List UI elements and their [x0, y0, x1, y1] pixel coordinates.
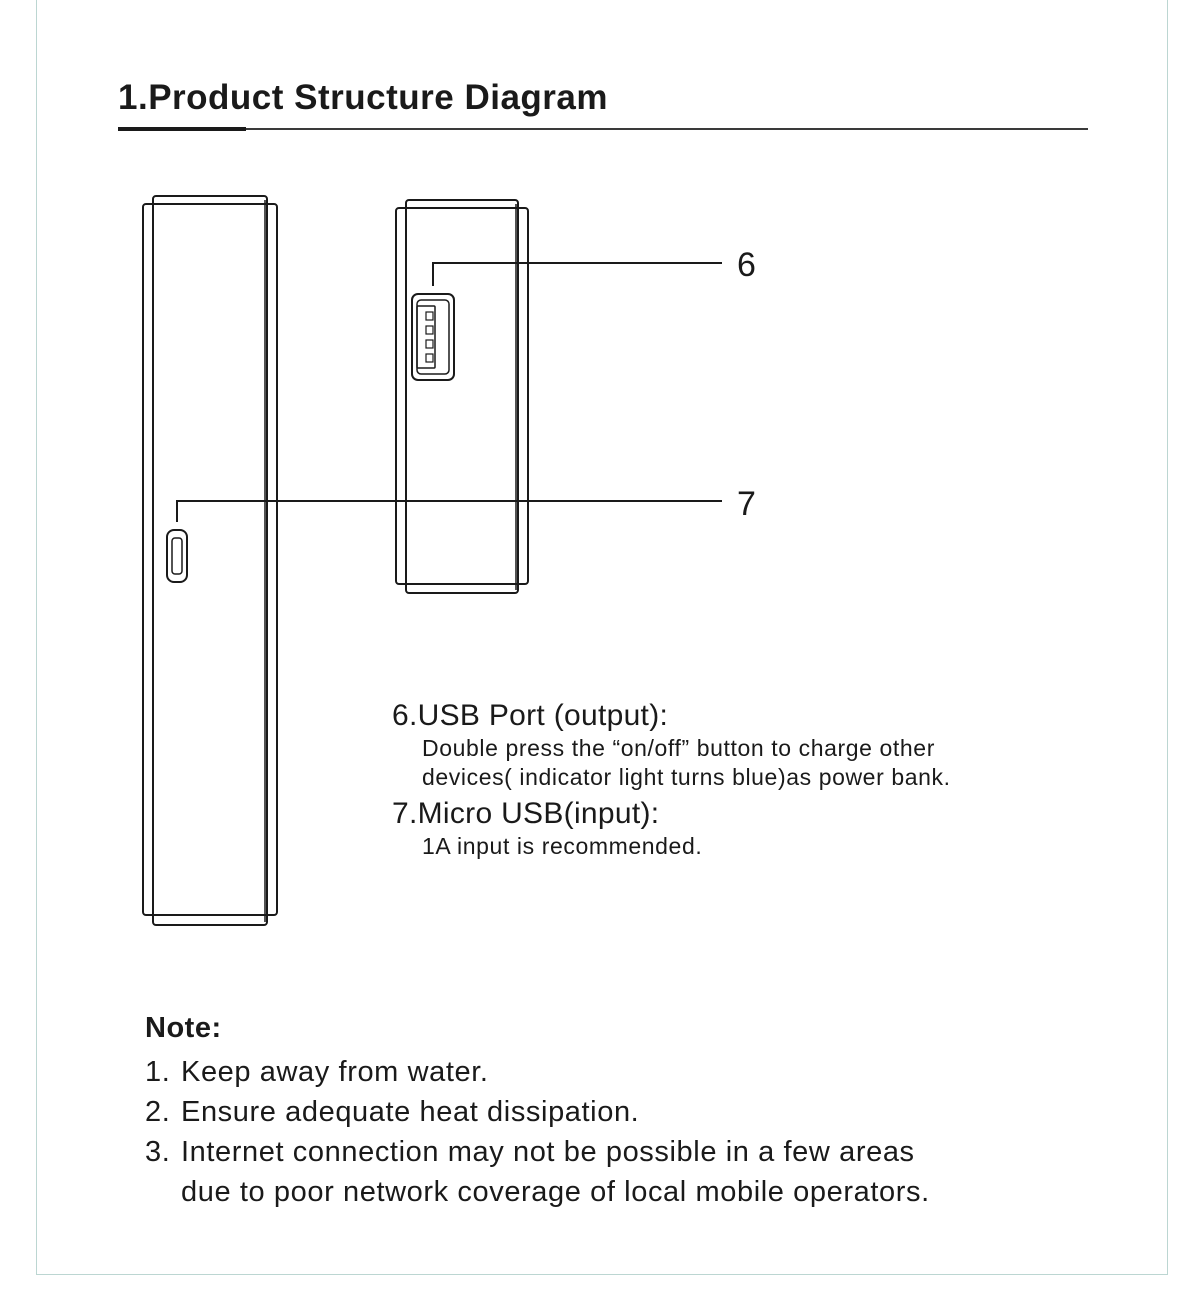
- usb-port-desc-line: Double press the “on/off” button to charge other: [422, 735, 935, 761]
- usb-a-port-icon: [412, 294, 454, 380]
- leader-line-6: [433, 263, 722, 286]
- usb-port-heading: 6.USB Port (output):: [392, 699, 669, 732]
- note-item: [145, 1052, 1105, 1092]
- micro-usb-heading: 7.Micro USB(input):: [392, 797, 660, 830]
- page-title: 1.Product Structure Diagram: [118, 78, 608, 117]
- note-item-continuation: due to poor network coverage of local mobile operators.: [181, 1176, 930, 1208]
- note-item-text: Keep away from water.: [181, 1056, 489, 1088]
- leader-line-7: [177, 501, 722, 522]
- note-item: [145, 1132, 1105, 1212]
- note-item-text: Ensure adequate heat dissipation.: [181, 1096, 640, 1128]
- device-end-view: [396, 200, 528, 593]
- device-side-view: [143, 196, 277, 925]
- note-title: Note:: [145, 1012, 222, 1044]
- note-item-number: 1.: [145, 1056, 171, 1088]
- callout-label-7: 7: [737, 485, 756, 523]
- callout-label-6: 6: [737, 246, 756, 284]
- note-item-number: 3.: [145, 1136, 171, 1168]
- note-item-text: Internet connection may not be possible in a few areas: [181, 1136, 915, 1168]
- micro-usb-port-icon: [167, 530, 187, 582]
- usb-port-desc-line: devices( indicator light turns blue)as power bank.: [422, 764, 951, 790]
- micro-usb-desc-line: 1A input is recommended.: [422, 833, 703, 859]
- port-descriptions: [392, 700, 1092, 861]
- note-section: [145, 1010, 1105, 1212]
- note-item-number: 2.: [145, 1096, 171, 1128]
- note-list: [145, 1052, 1105, 1212]
- note-item: [145, 1092, 1105, 1132]
